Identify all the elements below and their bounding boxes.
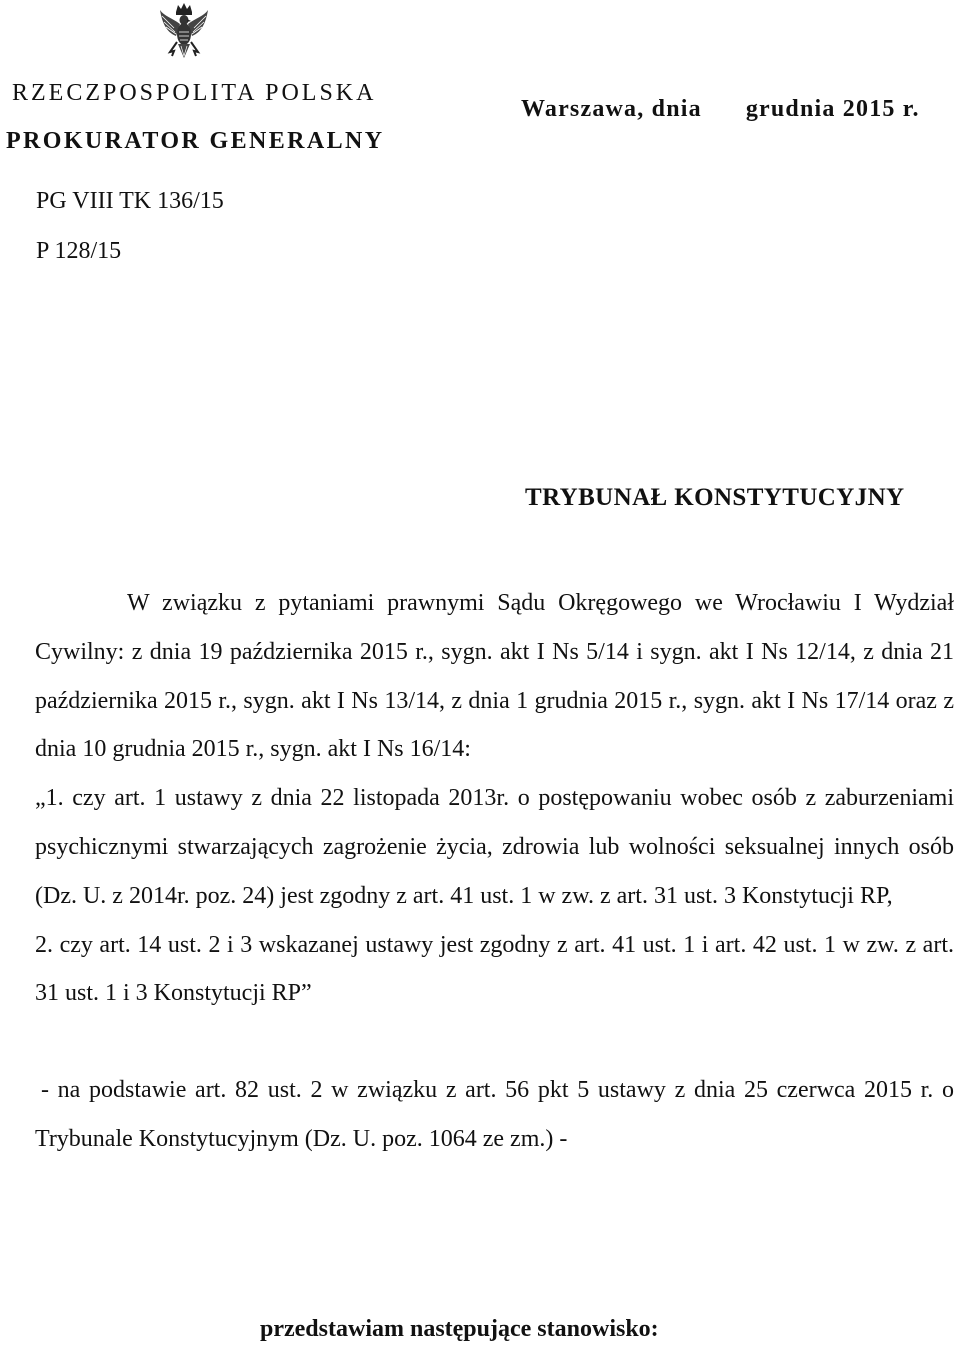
header-date (521, 96, 920, 123)
legal-basis: - na podstawie art. 82 ust. 2 w związku z art. 56 pkt 5 ustawy z dnia 25 czerwca 2015 r. o Trybunale Konstytucyjnym (Dz. U. poz. 1064 ze zm.) - (35, 1077, 954, 1152)
date-suffix: grudnia 2015 r. (745, 96, 920, 122)
question-1: „1. czy art. 1 ustawy z dnia 22 listopada 2013r. o postępowaniu wobec osób z zaburzeniami psychicznymi stwarzających zagrożenie życia, zdrowia lub wolności seksualnej innych osób (Dz. U. z 2014r. poz. 24) jest zgodny z art. 41 ust. 1 w zw. z art. 31 ust. 3 Konstytucji RP, (35, 785, 954, 909)
eagle-emblem-icon (158, 2, 210, 60)
date-prefix: Warszawa, dnia (521, 96, 702, 122)
case-signature-p: P 128/15 (36, 238, 122, 264)
header-republic: RZECZPOSPOLITA POLSKA (12, 80, 377, 106)
header-prosecutor: PROKURATOR GENERALNY (6, 128, 385, 154)
document-body (35, 579, 954, 1164)
closing-statement: przedstawiam następujące stanowisko: (260, 1316, 659, 1342)
intro-paragraph: W związku z pytaniami prawnymi Sądu Okręgowego we Wrocławiu I Wydział Cywilny: z dnia 19 października 2015 r., sygn. akt I Ns 5/14 i sygn. akt I Ns 12/14, z dnia 21 października 2015 r., sygn. akt I Ns 13/14, z dnia 1 grudnia 2015 r., sygn. akt I Ns 17/14 oraz z dnia 10 grudnia 2015 r., sygn. akt I Ns 16/14: (35, 590, 954, 763)
addressee: TRYBUNAŁ KONSTYTUCYJNY (525, 484, 905, 511)
question-2: 2. czy art. 14 ust. 2 i 3 wskazanej ustawy jest zgodny z art. 41 ust. 1 i art. 42 ust. 1 w zw. z art. 31 ust. 1 i 3 Konstytucji RP” (35, 931, 954, 1007)
case-signature-pg: PG VIII TK 136/15 (36, 188, 224, 214)
